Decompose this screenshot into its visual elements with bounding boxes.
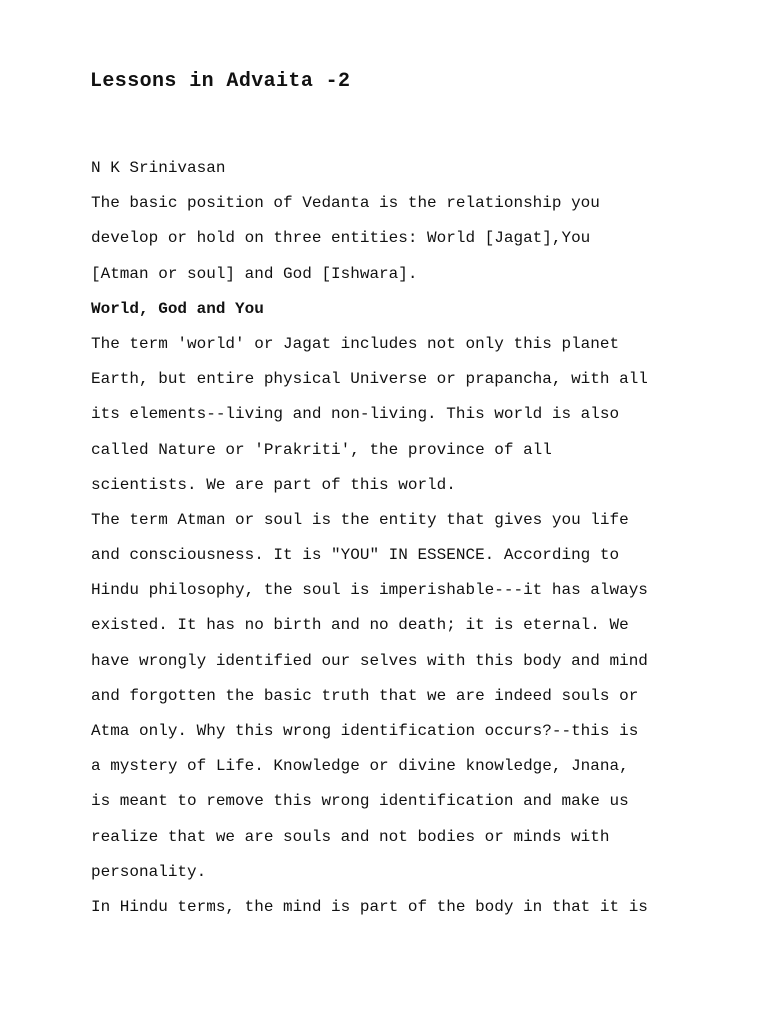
paragraph-intro <box>91 186 731 292</box>
author-line: N K Srinivasan <box>91 159 226 177</box>
text-line: develop or hold on three entities: World [Jagat],You <box>91 229 591 248</box>
text-line: [Atman or soul] and God [Ishwara]. <box>91 264 418 283</box>
text-line: realize that we are souls and not bodies or minds with <box>91 827 610 846</box>
document-body <box>91 151 731 925</box>
text-line: is meant to remove this wrong identification and make us <box>91 792 629 811</box>
text-line: scientists. We are part of this world. <box>91 475 456 494</box>
paragraph-mind <box>91 890 731 925</box>
text-line: Earth, but entire physical Universe or prapancha, with all <box>91 370 648 389</box>
text-line: have wrongly identified our selves with this body and mind <box>91 651 648 670</box>
text-line: The term Atman or soul is the entity that gives you life <box>91 510 629 529</box>
text-line: The basic position of Vedanta is the relationship you <box>91 194 600 213</box>
paragraph-atman <box>91 503 731 890</box>
text-line: The term 'world' or Jagat includes not only this planet <box>91 334 620 353</box>
text-line: a mystery of Life. Knowledge or divine knowledge, Jnana, <box>91 757 629 776</box>
text-line: its elements--living and non-living. This world is also <box>91 405 620 424</box>
text-line: and consciousness. It is "YOU" IN ESSENCE. According to <box>91 546 620 565</box>
text-line: Atma only. Why this wrong identification occurs?--this is <box>91 722 639 740</box>
text-line: In Hindu terms, the mind is part of the body in that it is <box>91 897 648 916</box>
document-title: Lessons in Advaita -2 <box>90 70 351 93</box>
text-line: called Nature or 'Prakriti', the province of all <box>91 440 552 459</box>
text-line: and forgotten the basic truth that we are indeed souls or <box>91 686 639 705</box>
paragraph-world <box>91 327 731 503</box>
text-line: Hindu philosophy, the soul is imperishable---it has always <box>91 581 648 600</box>
section-heading: World, God and You <box>91 299 264 318</box>
text-line: existed. It has no birth and no death; it is eternal. We <box>91 616 629 635</box>
text-line: personality. <box>91 862 207 881</box>
